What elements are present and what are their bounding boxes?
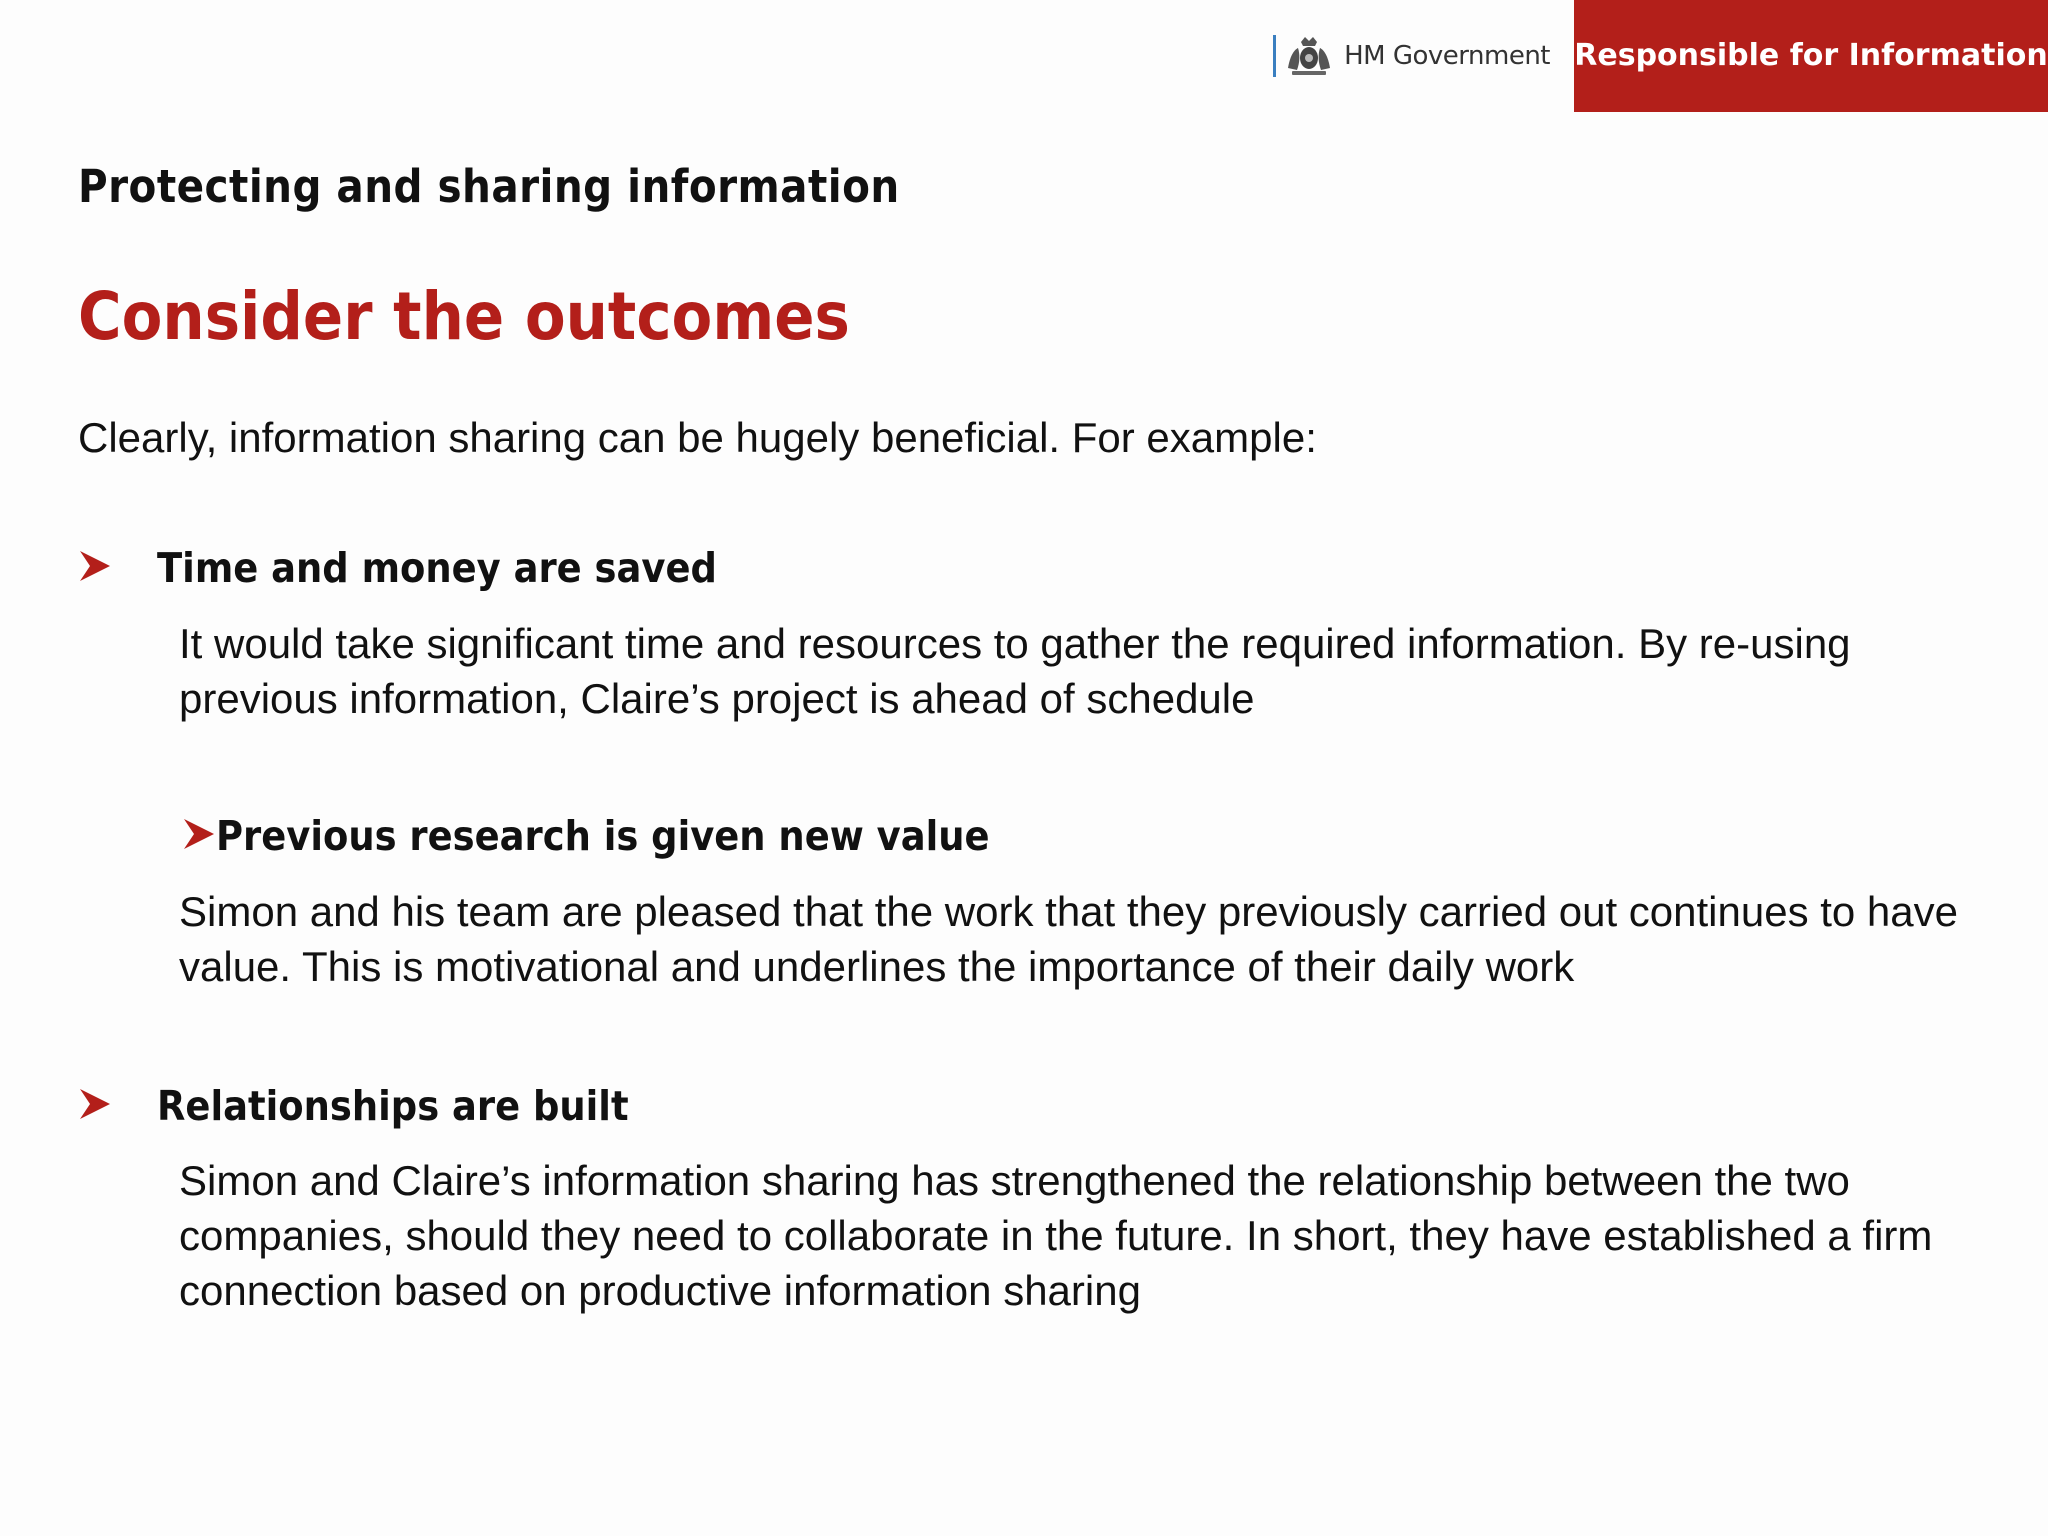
- page-title: Consider the outcomes: [78, 278, 850, 355]
- logo-divider: [1273, 35, 1276, 77]
- arrow-bullet-icon: [78, 549, 112, 583]
- government-name: HM Government: [1344, 41, 1550, 71]
- hm-government-logo: [1273, 0, 1550, 112]
- item-body-time-money: It would take significant time and resources to gather the required information. By re-using previous information, Claire’s project is ahead of schedule: [179, 620, 1851, 722]
- intro-text: Clearly, information sharing can be hugely beneficial. For example:: [78, 414, 1317, 461]
- royal-crest-icon: [1284, 34, 1334, 78]
- item-heading-relationships: Relationships are built: [157, 1082, 629, 1130]
- section-title: Protecting and sharing information: [78, 160, 900, 213]
- item-body-previous-research: Simon and his team are pleased that the work that they previously carried out continues to have value. This is motivational and underlines the importance of their daily work: [179, 888, 1959, 990]
- item-heading-previous-research: Previous research is given new value: [216, 812, 990, 860]
- header-bar: [1273, 0, 2048, 112]
- responsible-for-information-badge: Responsible for Information: [1574, 0, 2048, 112]
- arrow-bullet-icon: [78, 1087, 112, 1121]
- arrow-bullet-icon: [182, 817, 216, 851]
- item-heading-time-money: Time and money are saved: [157, 544, 717, 592]
- item-body-relationships: Simon and Claire’s information sharing has strengthened the relationship between the two companies, should they need to collaborate in the future. In short, they have established a firm connection based on productive information sharing: [179, 1157, 1933, 1314]
